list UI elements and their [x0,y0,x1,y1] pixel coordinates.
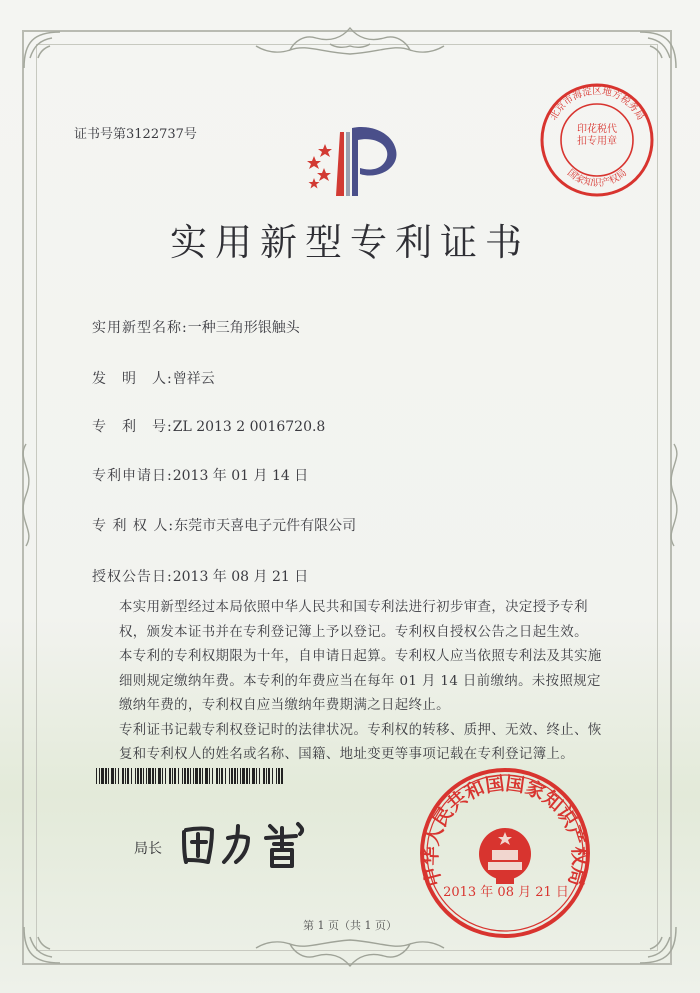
tax-seal-inner-text: 印花税代扣专用章 [577,124,617,147]
seal-arc-text: 中华人民共和国国家知识产权局 [419,772,591,889]
inventor-label: 发 明 人: [92,371,173,387]
field-filing-date [92,465,308,485]
body-paragraph-3: 专利证书记载专利权登记时的法律状况。专利权的转移、质押、无效、终止、恢复和专利权人的姓名或名称、国籍、地址变更等事项记载在专利登记簿上。 [119,722,602,762]
bottom-ornament [250,936,450,970]
name-value: 一种三角形银触头 [187,320,300,336]
filing-date-value: 2013 年 01 月 14 日 [172,468,309,484]
sipo-official-seal [418,766,592,940]
field-patentee [92,515,356,535]
seal-date: 2013 年 08 月 21 日 [443,885,569,900]
svg-text:国家知识产权局 [565,167,629,189]
sipo-logo-icon [300,120,410,202]
body-paragraph-1: 本实用新型经过本局依照中华人民共和国专利法进行初步审查，决定授予专利权，颁发本证书并在专利登记簿上予以登记。专利权自授权公告之日起生效。 [119,600,588,640]
patentee-value: 东莞市天喜电子元件有限公司 [174,518,357,534]
certificate-body [92,596,612,768]
director-signature [178,818,326,870]
barcode [96,768,286,784]
top-ornament [250,24,450,60]
body-paragraph-2: 本专利的专利权期限为十年，自申请日起算。专利权人应当依照专利法及其实施细则规定缴纳年费。本专利的年费应当在每年 01 月 14 日前缴纳。未按照规定缴纳年费的，专利权自应当缴纳年费期满之日起终止。 [119,649,602,713]
patent-number-value: ZL 2013 2 0016720.8 [172,419,326,435]
right-ornament [662,440,686,550]
patentee-label: 专 利 权 人: [92,518,175,534]
tax-seal-bottom-text: 国家知识产权局 [564,167,630,189]
field-grant-date [92,566,308,586]
field-patent-number [92,416,325,436]
national-emblem-icon [479,828,531,884]
grant-date-value: 2013 年 08 月 21 日 [172,569,309,585]
tax-seal-top-text: 北京市海淀区地方税务局 [548,86,646,123]
filing-date-label: 专利申请日: [92,468,173,484]
name-label: 实用新型名称: [92,320,188,336]
inventor-value: 曾祥云 [172,371,215,387]
patent-number-label: 专 利 号: [92,419,173,435]
certificate-title: 实用新型专利证书 [170,221,530,264]
corner-ornament-tl [20,28,90,98]
left-ornament [14,440,38,550]
field-utility-model-name [92,317,300,337]
director-label: 局长 [134,841,162,857]
certificate-number: 证书号第3122737号 [74,127,197,142]
field-inventor [92,368,215,388]
page-footer: 第 1 页（共 1 页） [303,919,397,932]
grant-date-label: 授权公告日: [92,569,173,585]
